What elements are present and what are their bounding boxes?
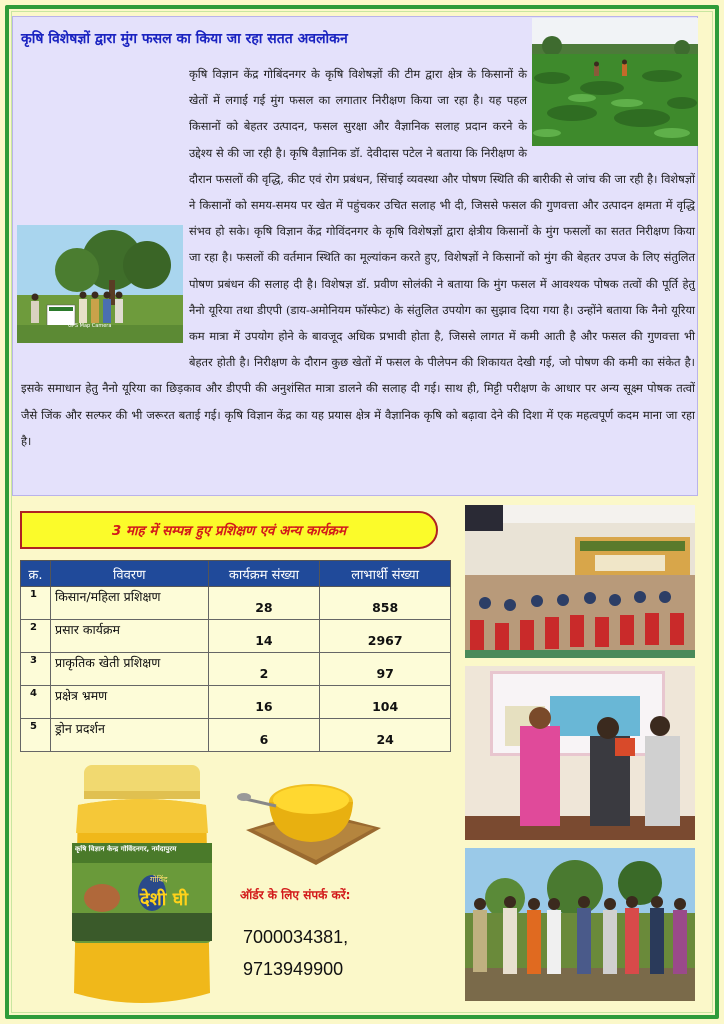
felicitation-photo xyxy=(465,666,695,840)
row-program-count: 2 xyxy=(208,653,320,686)
phone-number[interactable]: 7000034381, xyxy=(243,927,349,947)
row-number: 1 xyxy=(21,587,51,620)
jar-label-top: कृषि विज्ञान केन्द्र गोविंदनगर, नर्मदापुरम xyxy=(75,845,177,853)
table-row xyxy=(21,719,451,752)
training-hall-photo xyxy=(465,505,695,658)
table-row xyxy=(21,587,451,620)
row-description: प्राकृतिक खेती प्रशिक्षण xyxy=(50,653,208,686)
table-row xyxy=(21,686,451,719)
row-program-count: 14 xyxy=(208,620,320,653)
field-photo-spacer xyxy=(535,27,701,155)
row-program-count: 16 xyxy=(208,686,320,719)
row-program-count: 28 xyxy=(208,587,320,620)
table-row xyxy=(21,653,451,686)
field-visit-photo xyxy=(465,848,695,1001)
phone-number[interactable]: 9713949900 xyxy=(243,959,344,979)
photo-watermark: GPS Map Camera xyxy=(68,323,112,329)
column-header: लाभार्थी संख्या xyxy=(320,561,451,587)
row-number: 5 xyxy=(21,719,51,752)
table-header-row xyxy=(21,561,451,587)
jar-brand: देशी घी xyxy=(140,889,189,910)
column-header: कार्यक्रम संख्या xyxy=(208,561,320,587)
column-header: विवरण xyxy=(50,561,208,587)
jar-brand-small: गोविंद xyxy=(150,875,168,884)
row-beneficiary-count: 2967 xyxy=(320,620,451,653)
row-description: ड्रोन प्रदर्शन xyxy=(50,719,208,752)
row-number: 3 xyxy=(21,653,51,686)
programs-heading-text: 3 माह में सम्पन्न हुए प्रशिक्षण एवं अन्य कार्यक्रम xyxy=(111,523,347,539)
article-title: कृषि विशेषज्ञों द्वारा मुंग फसल का किया जा रहा सतत अवलोकन xyxy=(21,31,348,47)
row-program-count: 6 xyxy=(208,719,320,752)
row-beneficiary-count: 858 xyxy=(320,587,451,620)
row-number: 4 xyxy=(21,686,51,719)
article-box xyxy=(12,16,698,496)
row-beneficiary-count: 104 xyxy=(320,686,451,719)
row-beneficiary-count: 97 xyxy=(320,653,451,686)
programs-heading xyxy=(20,511,438,549)
column-header: क्र. xyxy=(21,561,51,587)
article-body xyxy=(21,61,695,454)
order-contact-label: ऑर्डर के लिए संपर्क करें: xyxy=(240,888,351,902)
row-beneficiary-count: 24 xyxy=(320,719,451,752)
ghee-bowl-image xyxy=(236,770,386,870)
row-description: प्रसार कार्यक्रम xyxy=(50,620,208,653)
farmers-photo-spacer xyxy=(13,239,179,357)
table-row xyxy=(21,620,451,653)
row-description: किसान/महिला प्रशिक्षण xyxy=(50,587,208,620)
programs-table xyxy=(20,560,451,752)
row-number: 2 xyxy=(21,620,51,653)
row-description: प्रक्षेत्र भ्रमण xyxy=(50,686,208,719)
article-text: कृषि विज्ञान केंद्र गोबिंदनगर के कृषि विशेषज्ञों की टीम द्वारा क्षेत्र के किसानों के खेतों में लगाई गई मुंग फसल का लगातार निरीक्षण किया जा रहा है। यह पहल किसानों को बेहतर उत्पादन, फसल सुरक्षा और वैज्ञानिक सलाह प्रदान करने के उद्देश्य से की जा रही है। कृषि वैज्ञानिक डॉ. देवीदास पटेल ने बताया कि निरीक्षण के दौरान फसलों की वृद्धि, कीट एवं रोग प्रबंधन, सिंचाई व्यवस्था और पोषण स्थिति की बारीकी से जांच की जा रही है। विशेषज्ञों ने किसानों को समय-समय पर खेत में पहुंचकर उचित सलाह भी दी, जिससे फसल की गुणवत्ता और उत्पादन क्षमता में वृद्धि संभव हो सके। कृषि विज्ञान केंद्र गोविंदनगर के कृषि विशेषज्ञों द्वारा क्षेत्रीय किसानों के मुंग फसलों का सतत निरीक्षण किया जा रहा है। फसलों की वर्तमान स्थिति का मूल्यांकन करते हुए, विशेषज्ञों ने किसानों को मुंग की बेहतर उपज के लिए संतुलित पोषण प्रबंधन की सलाह दी है। विशेषज्ञ डॉ. प्रवीण सोलंकी ने बताया कि मुंग फसल में आवश्यक पोषक तत्वों की पूर्ति हेतु नैनो यूरिया तथा डीएपी (डाय-अमोनियम फॉस्फेट) के संतुलित उपयोग का सुझाव दिया गया है। उन्होंने बताया कि नैनो यूरिया कम मात्रा में उपयोग होने के बावजूद अधिक प्रभावी होता है, जिससे लागत में कमी आती है और फसल की गुणवत्ता भी बेहतर होती है। निरीक्षण के दौरान कुछ खेतों में फसल के पीलेपन की शिकायत देखी गई, जो पोषण की कमी का संकेत है। इसके समाधान हेतु नैनो यूरिया का छिड़काव और डीएपी की अनुशंसित मात्रा डालने की सलाह दी गई। साथ ही, मिट्टी परीक्षण के आधार पर अन्य सूक्ष्म पोषक तत्वों जैसे जिंक और सल्फर की भी जरूरत बताई गई। कृषि विज्ञान केंद्र का यह प्रयास क्षेत्र में वैज्ञानिक कृषि को बढ़ावा देने की दिशा में एक महत्वपूर्ण कदम माना जा रहा है। xyxy=(21,67,695,448)
